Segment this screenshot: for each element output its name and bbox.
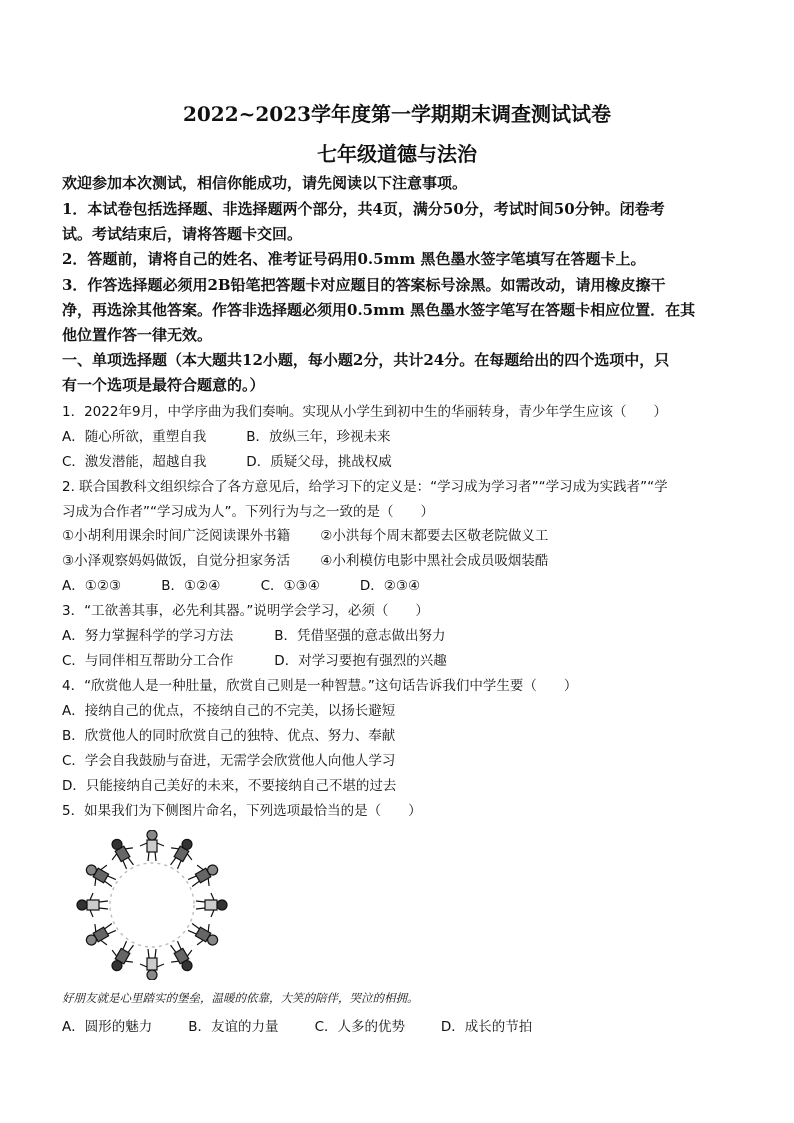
- notice-item-2: 2．答题前，请将自己的姓名、准考证号码用0.5mm 黑色墨水签字笔填写在答题卡上。: [62, 250, 646, 268]
- q4-option-a[interactable]: A．接纳自己的优点，不接纳自己的不完美，以扬长避短: [62, 703, 396, 719]
- exam-title: 2022~2023学年度第一学期期末调查测试试卷: [182, 102, 612, 126]
- notice-item-1: 1．本试卷包括选择题、非选择题两个部分，共4页，满分50分，考试时间50分钟。闭卷考: [62, 200, 665, 218]
- child-figure: [164, 937, 200, 976]
- q4-option-d[interactable]: D．只能接纳自己美好的未来，不要接纳自己不堪的过去: [62, 778, 397, 794]
- q2-statement-4: ④小利模仿电影中黑社会成员吸烟装酷: [320, 553, 549, 569]
- notice-intro: 欢迎参加本次测试，相信你能成功，请先阅读以下注意事项。: [62, 174, 468, 192]
- section-heading-cont: 有一个选项是最符合题意的。）: [62, 376, 265, 394]
- question-4-stem: 4．“欣赏他人是一种肚量，欣赏自己则是一种智慧。”这句话告诉我们中学生要（ ）: [62, 678, 578, 694]
- q5-option-b[interactable]: B．友谊的力量: [188, 1019, 279, 1035]
- q2-statement-3: ③小泽观察妈妈做饭，自觉分担家务活: [62, 553, 291, 569]
- question-1-stem: 1．2022年9月，中学序曲为我们奏响。实现从小学生到初中生的华丽转身，青少年学生应该（ ）: [62, 404, 668, 420]
- q1-option-d[interactable]: D．质疑父母，挑战权威: [246, 454, 392, 470]
- question-3-options-row1: [62, 624, 446, 644]
- q1-option-c[interactable]: C．激发潜能，超越自我: [62, 454, 207, 470]
- q3-option-b[interactable]: B．凭借坚强的意志做出努力: [274, 628, 446, 644]
- child-figure: [164, 834, 200, 873]
- question-5-stem: 5．如果我们为下侧图片命名，下列选项最恰当的是（ ）: [62, 803, 422, 819]
- q2-option-d[interactable]: D．②③④: [359, 578, 421, 594]
- friends-circle-illustration: [72, 830, 232, 980]
- notice-item-3-end: 他位置作答一律无效。: [62, 326, 213, 344]
- q2-statement-1: ①小胡利用课余时间广泛阅读课外书籍: [62, 528, 291, 544]
- question-3-stem: 3．“工欲善其事，必先利其器。”说明学会学习，必须（ ）: [62, 603, 429, 619]
- q1-option-b[interactable]: B．放纵三年，珍视未来: [246, 429, 391, 445]
- question-1-options-row2: [62, 450, 392, 470]
- q2-statement-2: ②小洪每个周末都要去区敬老院做义工: [320, 528, 549, 544]
- notice-item-1-cont: 试。考试结束后，请将答题卡交回。: [62, 225, 303, 243]
- q3-option-d[interactable]: D．对学习要抱有强烈的兴趣: [274, 653, 447, 669]
- q3-option-c[interactable]: C．与同伴相互帮助分工合作: [62, 653, 234, 669]
- question-2-stem: 2. 联合国教科文组织综合了各方意见后，给学习下的定义是：“学习成为学习者”“学习成为实践者”“学: [62, 479, 668, 495]
- q1-option-a[interactable]: A．随心所欲，重塑自我: [62, 429, 207, 445]
- question-3-options-row2: [62, 649, 447, 669]
- notice-item-3-cont: 净，再选涂其他答案。作答非选择题必须用0.5mm 黑色墨水签字笔写在答题卡相应位置．在其: [62, 301, 696, 319]
- child-figure: [196, 893, 227, 917]
- q4-option-c[interactable]: C．学会自我鼓励与奋进，无需学会欣赏他人向他人学习: [62, 753, 396, 769]
- child-figure: [140, 830, 164, 861]
- q2-option-b[interactable]: B．①②④: [161, 578, 221, 594]
- notice-item-3: 3．作答选择题必须用2B铅笔把答题卡对应题目的答案标号涂黑。如需改动，请用橡皮擦干: [62, 276, 666, 294]
- question-2-statements-row2: [62, 549, 548, 569]
- section-heading: 一、单项选择题（本大题共12小题，每小题2分，共计24分。在每题给出的四个选项中，只: [62, 351, 670, 369]
- q5-option-a[interactable]: A．圆形的魅力: [62, 1019, 153, 1035]
- child-figure: [184, 917, 223, 953]
- q3-option-a[interactable]: A．努力掌握科学的学习方法: [62, 628, 234, 644]
- q2-option-c[interactable]: C．①③④: [260, 578, 320, 594]
- figure-caption: 好朋友就是心里踏实的堡垒，温暖的依靠，大笑的陪伴，哭泣的相拥。: [62, 991, 419, 1005]
- q5-option-c[interactable]: C．人多的优势: [314, 1019, 406, 1035]
- child-figure: [104, 937, 140, 976]
- q5-option-d[interactable]: D．成长的节拍: [440, 1019, 533, 1035]
- child-figure: [77, 893, 108, 917]
- question-2-statements-row1: [62, 524, 548, 544]
- question-2-options: [62, 574, 420, 594]
- q4-option-b[interactable]: B．欣赏他人的同时欣赏自己的独特、优点、努力、奉献: [62, 728, 396, 744]
- child-figure: [140, 949, 164, 980]
- question-2-stem-cont: 习成为合作者”“学习成为人”。下列行为与之一致的是（ ）: [62, 504, 434, 520]
- question-1-options-row1: [62, 425, 391, 445]
- child-figure: [104, 834, 140, 873]
- q2-option-a[interactable]: A．①②③: [62, 578, 122, 594]
- question-5-options: [62, 1015, 532, 1035]
- exam-subject: 七年级道德与法治: [317, 142, 477, 166]
